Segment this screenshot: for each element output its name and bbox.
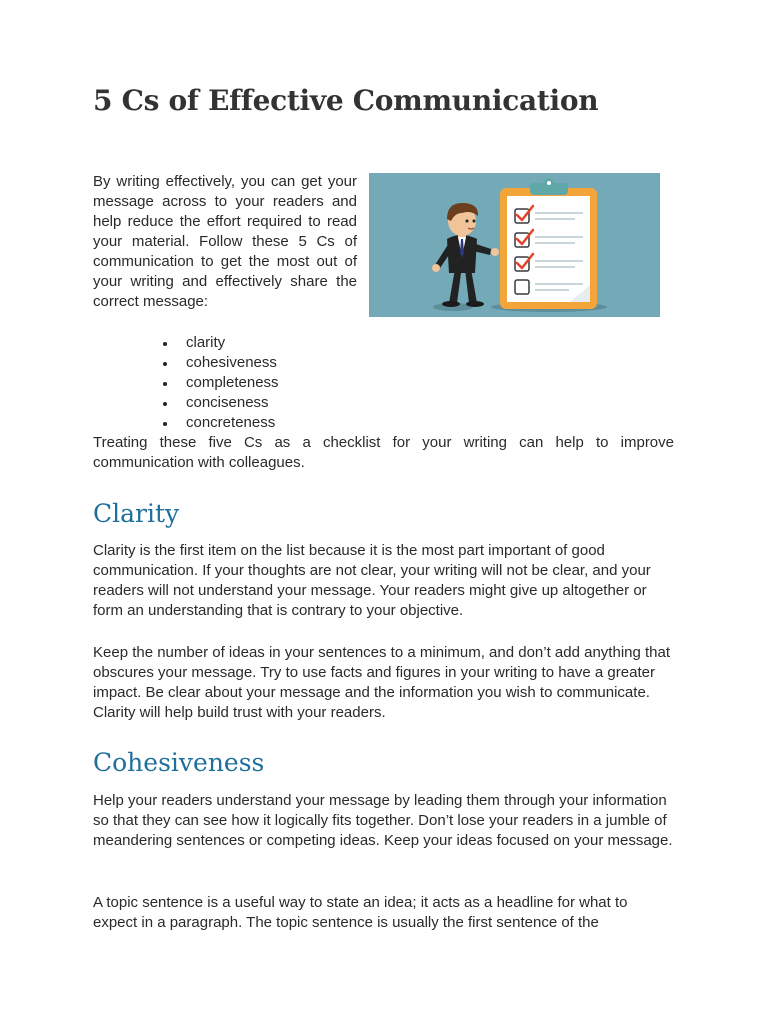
checklist-note-paragraph: Treating these five Cs as a checklist for your writing can help to improve communication with colleagues. — [93, 434, 674, 471]
five-cs-list — [160, 333, 279, 433]
checklist-businessman-icon — [369, 173, 660, 317]
section-heading-clarity: Clarity — [93, 499, 180, 528]
intro-paragraph: By writing effectively, you can get your message across to your readers and help reduce the effort required to read your material. Follow these 5 Cs of communication to get the most out of your writing and effectively share the correct message: — [93, 173, 357, 310]
page-title: 5 Cs of Effective Communication — [93, 84, 599, 117]
cohesiveness-paragraph-1: Help your readers understand your message by leading them through your information so that they can see how it logically fits together. Don’t lose your readers in a jumble of meandering sentences or competing ideas. Keep your ideas focused on your message. — [93, 792, 673, 849]
list-item: cohesiveness — [160, 353, 279, 373]
section-heading-cohesiveness: Cohesiveness — [93, 748, 265, 777]
list-item: concreteness — [160, 413, 279, 433]
clarity-paragraph-1: Clarity is the first item on the list because it is the most part important of good communication. If your thoughts are not clear, your writing will not be clear, and your readers will not understand your message. Your readers might give up altogether or form an understanding that is contrary to your objective. — [93, 542, 651, 619]
cohesiveness-paragraph-2: A topic sentence is a useful way to state an idea; it acts as a headline for what to expect in a paragraph. The topic sentence is usually the first sentence of the — [93, 894, 628, 931]
list-item: clarity — [160, 333, 279, 353]
clarity-paragraph-2: Keep the number of ideas in your sentences to a minimum, and don’t add anything that obscures your message. Try to use facts and figures in your writing to have a greater impact. Be clear about your message and the information you wish to communicate. Clarity will help build trust with your readers. — [93, 644, 671, 721]
checklist-illustration — [369, 173, 660, 317]
list-item: completeness — [160, 373, 279, 393]
list-item: conciseness — [160, 393, 279, 413]
